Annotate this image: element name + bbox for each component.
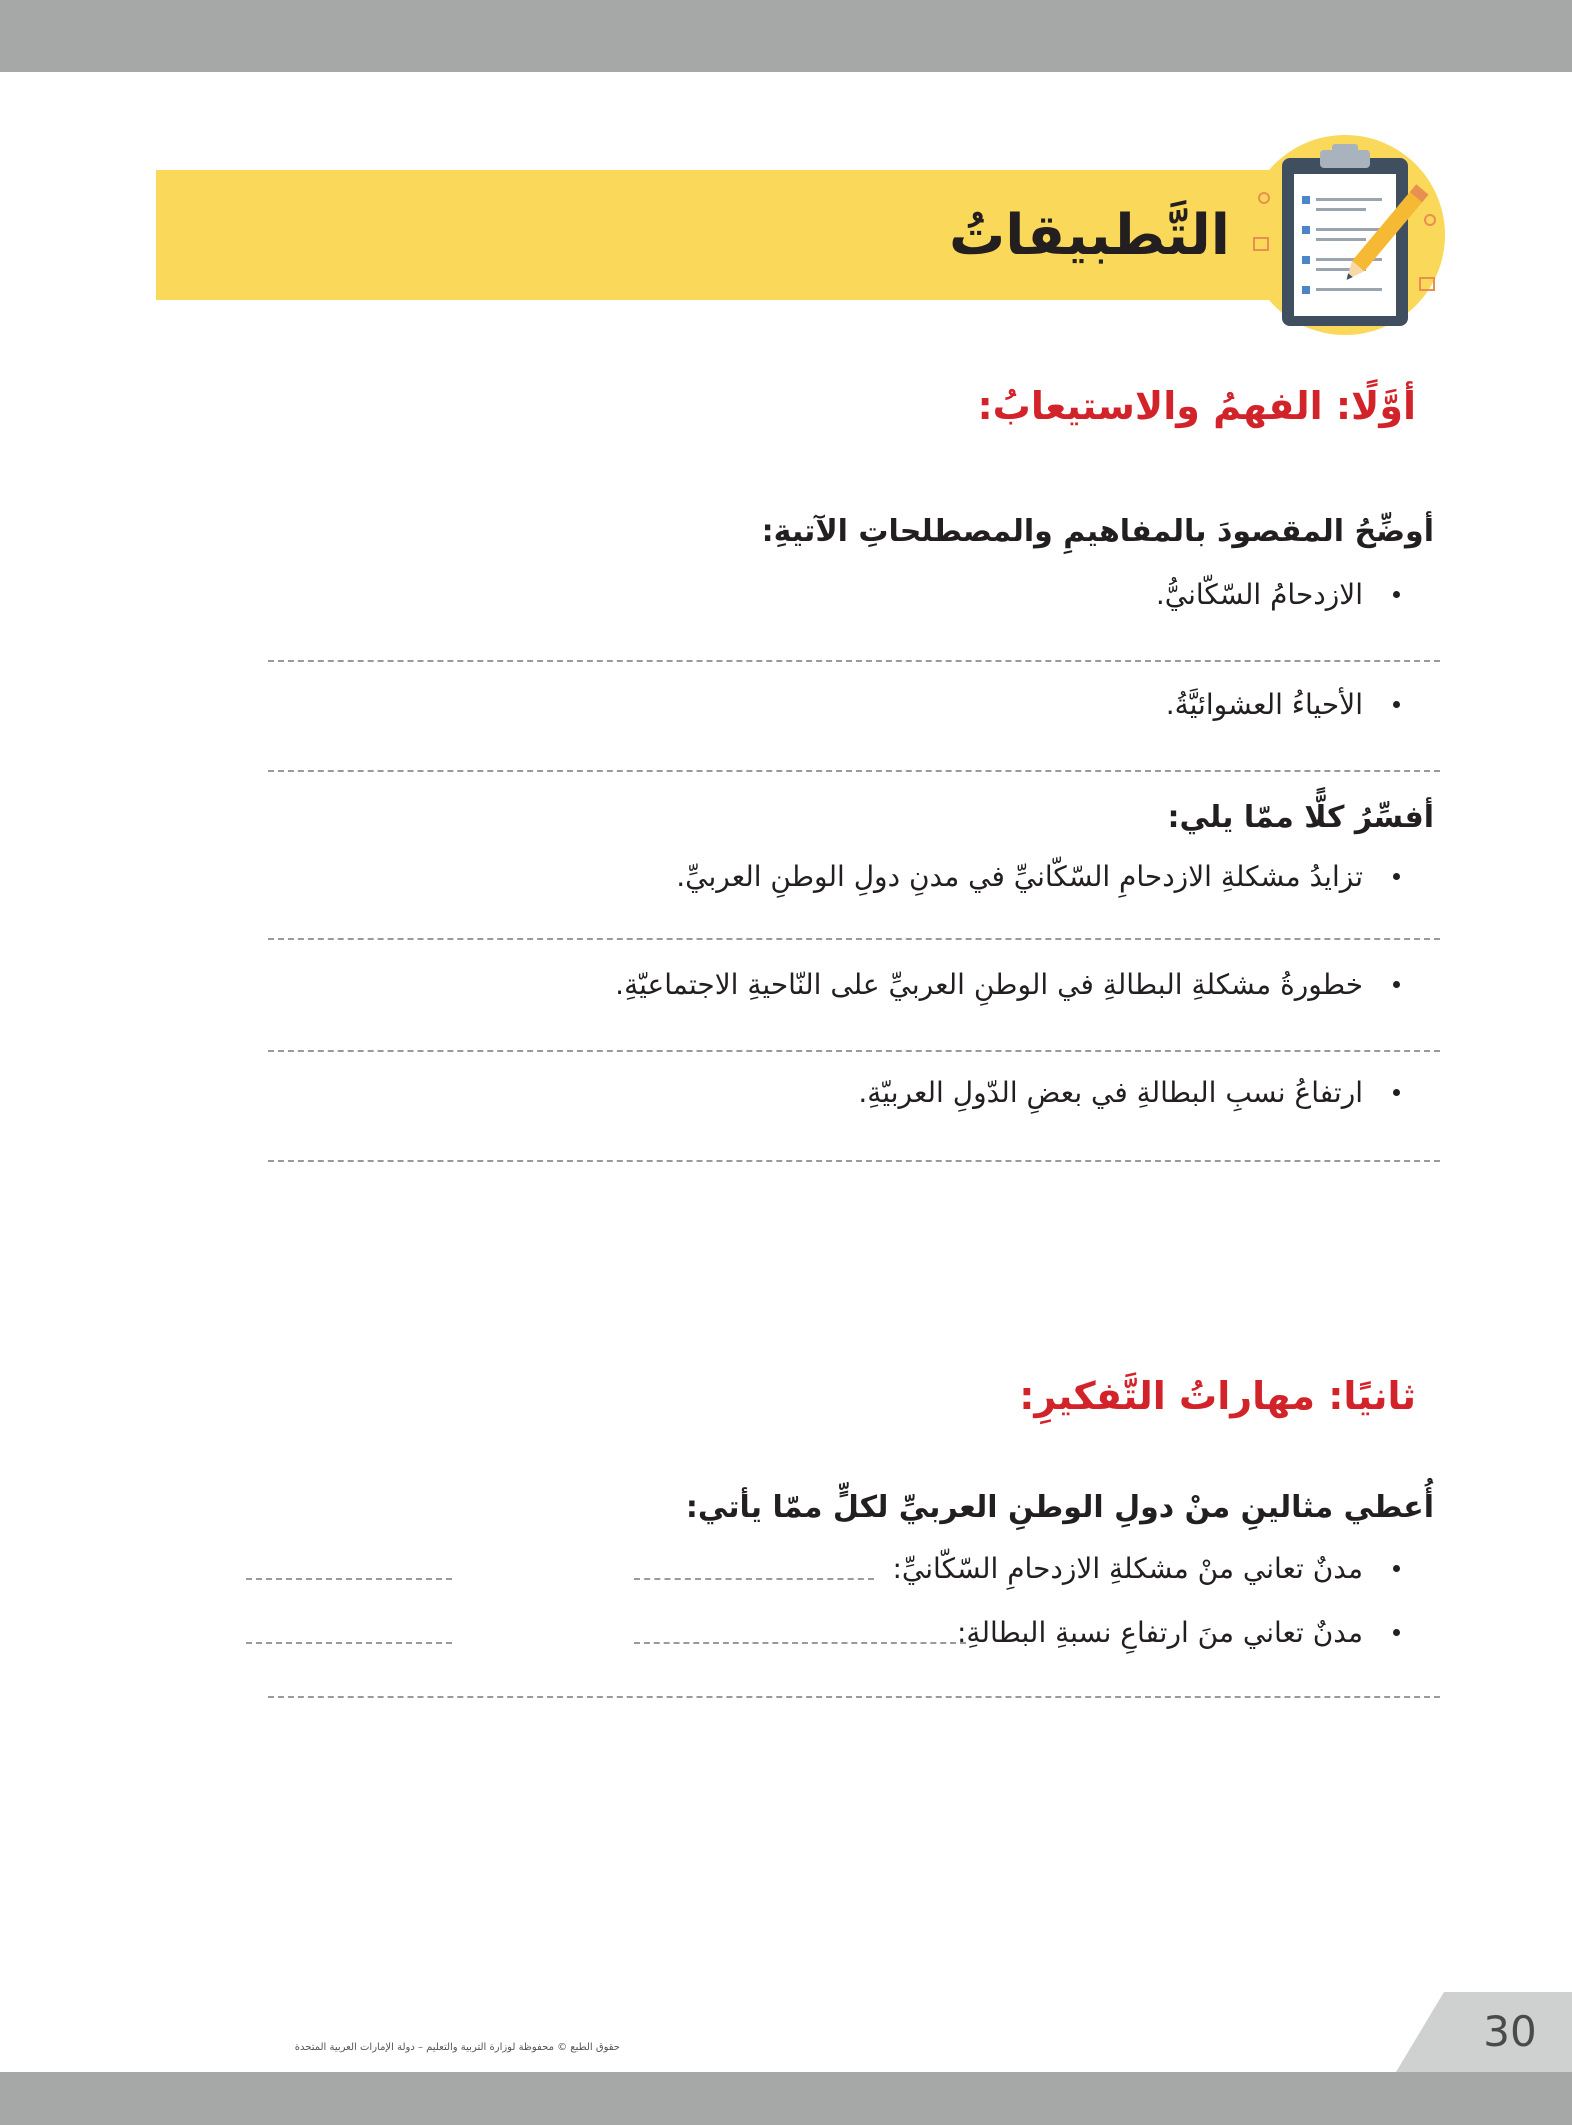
list-item	[858, 1076, 1400, 1109]
bullet-icon	[1393, 981, 1400, 988]
list-item	[1166, 688, 1400, 721]
answer-line[interactable]	[268, 1696, 1440, 1698]
list-item	[676, 860, 1400, 893]
answer-line[interactable]	[268, 1160, 1440, 1162]
top-bar	[0, 0, 1572, 72]
bullet-icon	[1393, 1629, 1400, 1636]
list-item-text: مدنٌ تعاني منْ مشكلةِ الازدحامِ السّكّانيِّ:	[892, 1552, 1363, 1585]
q3-instruction: أُعطي مثالينِ منْ دولِ الوطنِ العربيِّ لكلٍّ ممّا يأتي:	[685, 1490, 1434, 1525]
answer-line[interactable]	[246, 1642, 452, 1644]
answer-line[interactable]	[268, 770, 1440, 772]
answer-line[interactable]	[246, 1578, 452, 1580]
list-item-text: الأحياءُ العشوائيَّةُ.	[1165, 688, 1363, 721]
q1-instruction: أوضِّحُ المقصودَ بالمفاهيمِ والمصطلحاتِ الآتيةِ:	[761, 514, 1434, 549]
q2-instruction: أفسِّرُ كلًّا ممّا يلي:	[1167, 800, 1434, 835]
list-item	[615, 968, 1400, 1001]
bottom-bar	[0, 2072, 1572, 2125]
answer-line[interactable]	[634, 1578, 874, 1580]
page-number: 30	[1483, 2007, 1537, 2056]
bullet-icon	[1393, 1089, 1400, 1096]
list-item-text: مدنٌ تعاني منَ ارتفاعِ نسبةِ البطالةِ:	[957, 1616, 1363, 1649]
list-item	[957, 1616, 1400, 1649]
list-item-text: الازدحامُ السّكّانيُّ.	[1155, 578, 1363, 611]
bullet-icon	[1393, 873, 1400, 880]
page-title: التَّطبيقاتُ	[949, 203, 1230, 268]
answer-line[interactable]	[634, 1642, 966, 1644]
section2-heading: ثانيًا: مهاراتُ التَّفكيرِ:	[1019, 1374, 1416, 1418]
list-item-text: خطورةُ مشكلةِ البطالةِ في الوطنِ العربيِّ على النّاحيةِ الاجتماعيّةِ.	[615, 968, 1363, 1001]
list-item-text: ارتفاعُ نسبِ البطالةِ في بعضِ الدّولِ العربيّةِ.	[858, 1076, 1363, 1109]
answer-line[interactable]	[268, 938, 1440, 940]
answer-line[interactable]	[268, 660, 1440, 662]
list-item-text: تزايدُ مشكلةِ الازدحامِ السّكّانيِّ في مدنِ دولِ الوطنِ العربيِّ.	[676, 860, 1363, 893]
clipboard-checklist-icon	[1240, 130, 1450, 340]
list-item	[1156, 578, 1400, 611]
copyright-note: حقوق الطبع © محفوظة لوزارة التربية والتعليم – دولة الإمارات العربية المتحدة	[294, 2042, 620, 2053]
section1-heading: أوَّلًا: الفهمُ والاستيعابُ:	[977, 384, 1416, 428]
list-item	[892, 1552, 1400, 1585]
answer-line[interactable]	[268, 1050, 1440, 1052]
bullet-icon	[1393, 701, 1400, 708]
bullet-icon	[1393, 1565, 1400, 1572]
bullet-icon	[1393, 591, 1400, 598]
